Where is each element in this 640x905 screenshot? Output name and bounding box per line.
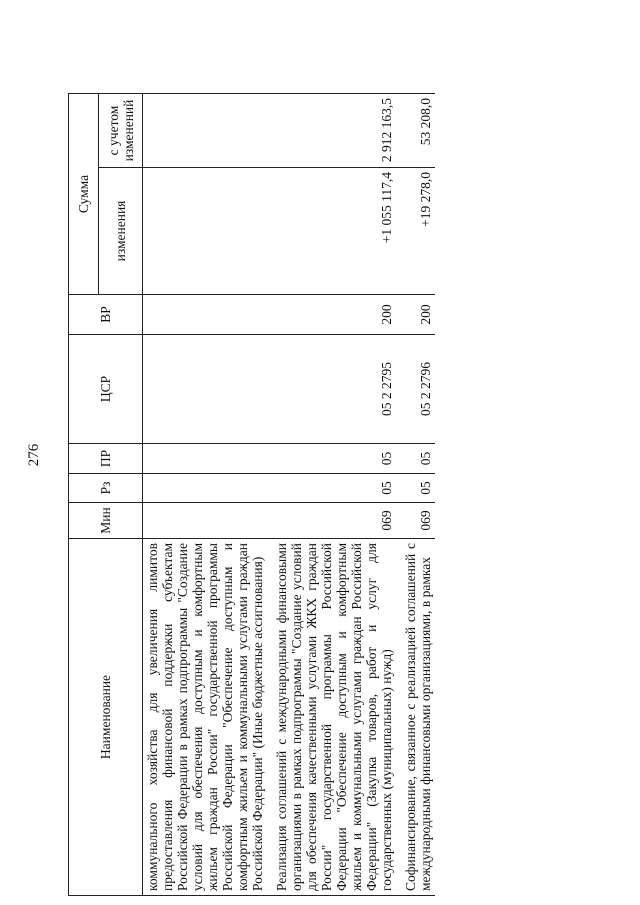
row-change: +19 278,0 — [396, 168, 435, 295]
header-sum: Сумма — [69, 94, 99, 295]
table-row — [267, 94, 396, 896]
header-csr: ЦСР — [69, 335, 143, 444]
header-changes: изменения — [99, 168, 143, 295]
row-change: +1 055 117,4 — [267, 168, 396, 295]
header-name: Наименование — [69, 539, 143, 896]
row-rz: 05 — [396, 474, 435, 503]
row-min: 069 — [396, 503, 435, 539]
row-rz: 05 — [267, 474, 396, 503]
row-csr — [143, 335, 268, 444]
row-name: Софинансирование, связанное с реализацией соглашений с международными финансовыми организациями, в рамках — [396, 539, 435, 896]
row-rz — [143, 474, 268, 503]
row-min — [143, 503, 268, 539]
header-pr: ПР — [69, 444, 143, 474]
row-pr: 05 — [267, 444, 396, 474]
header-vr: ВР — [69, 295, 143, 335]
row-vr — [143, 295, 268, 335]
row-total: 2 912 163,5 — [267, 94, 396, 168]
row-vr: 200 — [267, 295, 396, 335]
row-total — [143, 94, 268, 168]
row-pr — [143, 444, 268, 474]
row-total: 53 208,0 — [396, 94, 435, 168]
row-name: коммунального хозяйства для увеличения лимитов предоставления финансовой поддержки субъектам Российской Федерации в рамках подпрограммы "Создание условий для обеспечения доступным и комфортным жильем граждан России" государственной программы Российской Федерации "Обеспечение доступным и комфортным жильем и коммунальными услугами граждан Российской Федерации" (Иные бюджетные ассигнования) — [143, 539, 268, 896]
row-csr: 05 2 2795 — [267, 335, 396, 444]
table-row — [143, 94, 268, 896]
header-rz: Рз — [69, 474, 143, 503]
row-csr: 05 2 2796 — [396, 335, 435, 444]
row-pr: 05 — [396, 444, 435, 474]
row-name: Реализация соглашений с международными финансовыми организациями в рамках подпрограммы "Создание условий для обеспечения качественными услугами ЖКХ граждан России" государственной программы Российской Федерации "Обеспечение доступным и комфортным жильем и коммунальными услугами граждан Российской Федерации" (Закупка товаров, работ и услуг для государственных (муниципальных) нужд) — [267, 539, 396, 896]
row-change — [143, 168, 268, 295]
header-min: Мин — [69, 503, 143, 539]
header-with-changes: с учетом изменений — [99, 94, 143, 168]
budget-table — [68, 93, 435, 896]
page-number: 276 — [26, 443, 42, 467]
row-vr: 200 — [396, 295, 435, 335]
table-row — [396, 94, 435, 896]
row-min: 069 — [267, 503, 396, 539]
